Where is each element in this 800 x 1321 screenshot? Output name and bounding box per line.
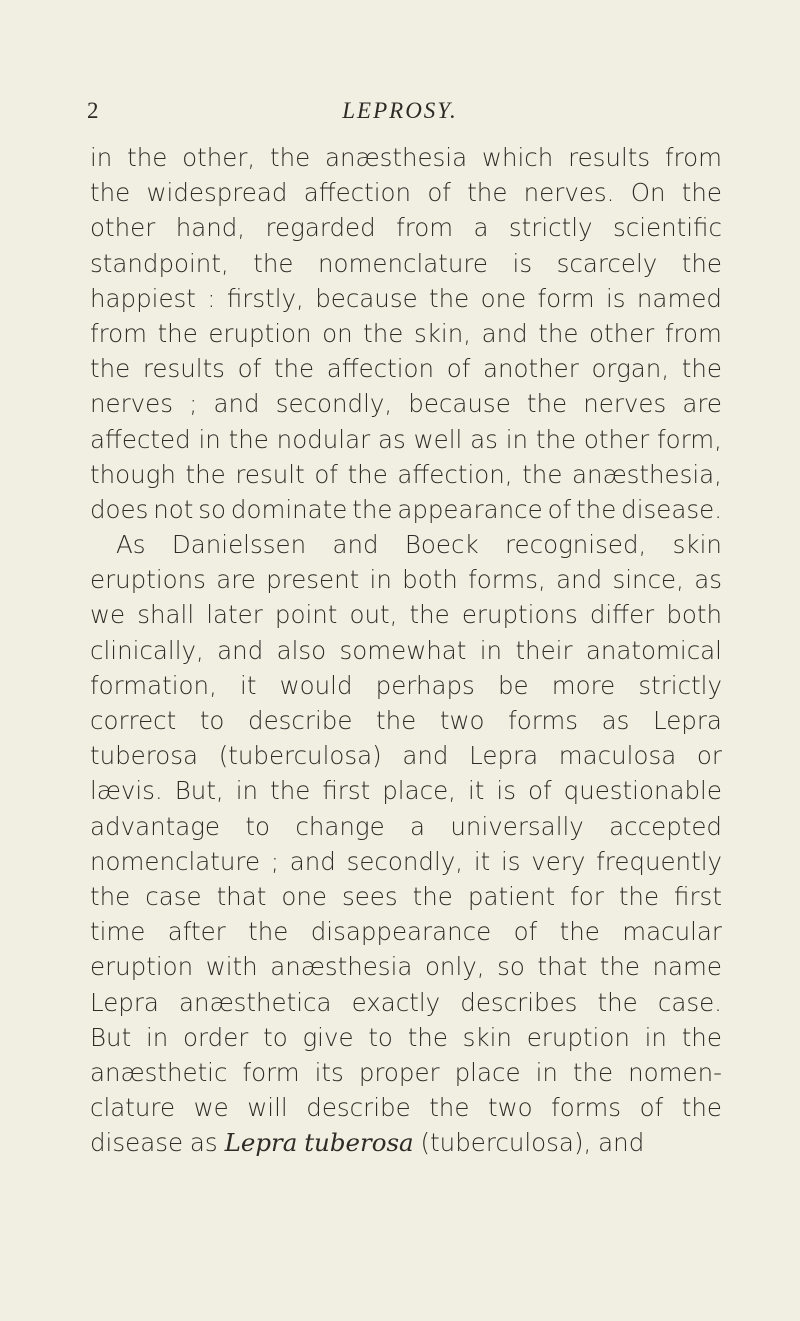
text-line: standpoint, the nomenclature is scarcely the [90,248,722,278]
text-line: from the eruption on the skin, and the other from [90,318,722,348]
text-line: does not so dominate the appearance of the disease. [90,494,722,524]
text-line: nerves ; and secondly, because the nerves are [90,389,722,419]
text-line: eruption with anæsthesia only, so that the name [90,952,722,982]
text-line: the case that one sees the patient for the first [90,881,722,911]
text-line: tuberosa (tuberculosa) and Lepra maculosa or [90,741,722,771]
text-line: lævis. But, in the first place, it is of questionable [90,776,722,806]
text-line: nomenclature ; and secondly, it is very frequently [90,846,722,876]
text-line: in the other, the anæsthesia which results from [90,143,722,172]
text-line: affected in the nodular as well as in the other form, [90,424,722,454]
text-line: the widespread affection of the nerves. On the [90,178,722,208]
page-header [0,96,800,126]
text-line: the results of the affection of another organ, the [90,354,722,384]
text-line: other hand, regarded from a strictly scientific [90,213,722,243]
text-line: formation, it would perhaps be more strictly [90,670,722,700]
text-line: But in order to give to the skin eruption in the [90,1022,722,1052]
text-line: correct to describe the two forms as Lepra [90,706,722,735]
text-line: advantage to change a universally accepted [90,811,722,841]
text-line: we shall later point out, the eruptions differ both [90,600,722,630]
running-head: LEPROSY. [342,98,458,123]
text-line: disease as Lepra tuberosa (tuberculosa), and [90,1128,645,1158]
body-text [90,140,722,1160]
text-line: As Danielssen and Boeck recognised, skin [116,530,722,560]
page-number: 2 [87,98,99,123]
text-line: clinically, and also somewhat in their anatomical [90,635,722,665]
text-line: anæsthetic form its proper place in the nomen- [90,1057,722,1087]
text-line: eruptions are present in both forms, and since, as [90,565,722,595]
text-line: time after the disappearance of the macular [90,917,722,947]
text-line: clature we will describe the two forms of the [90,1093,722,1123]
text-line: though the result of the affection, the anæsthesia, [90,459,722,489]
text-line: happiest : firstly, because the one form is named [90,283,722,313]
text-line: Lepra anæsthetica exactly describes the case. [90,987,722,1017]
